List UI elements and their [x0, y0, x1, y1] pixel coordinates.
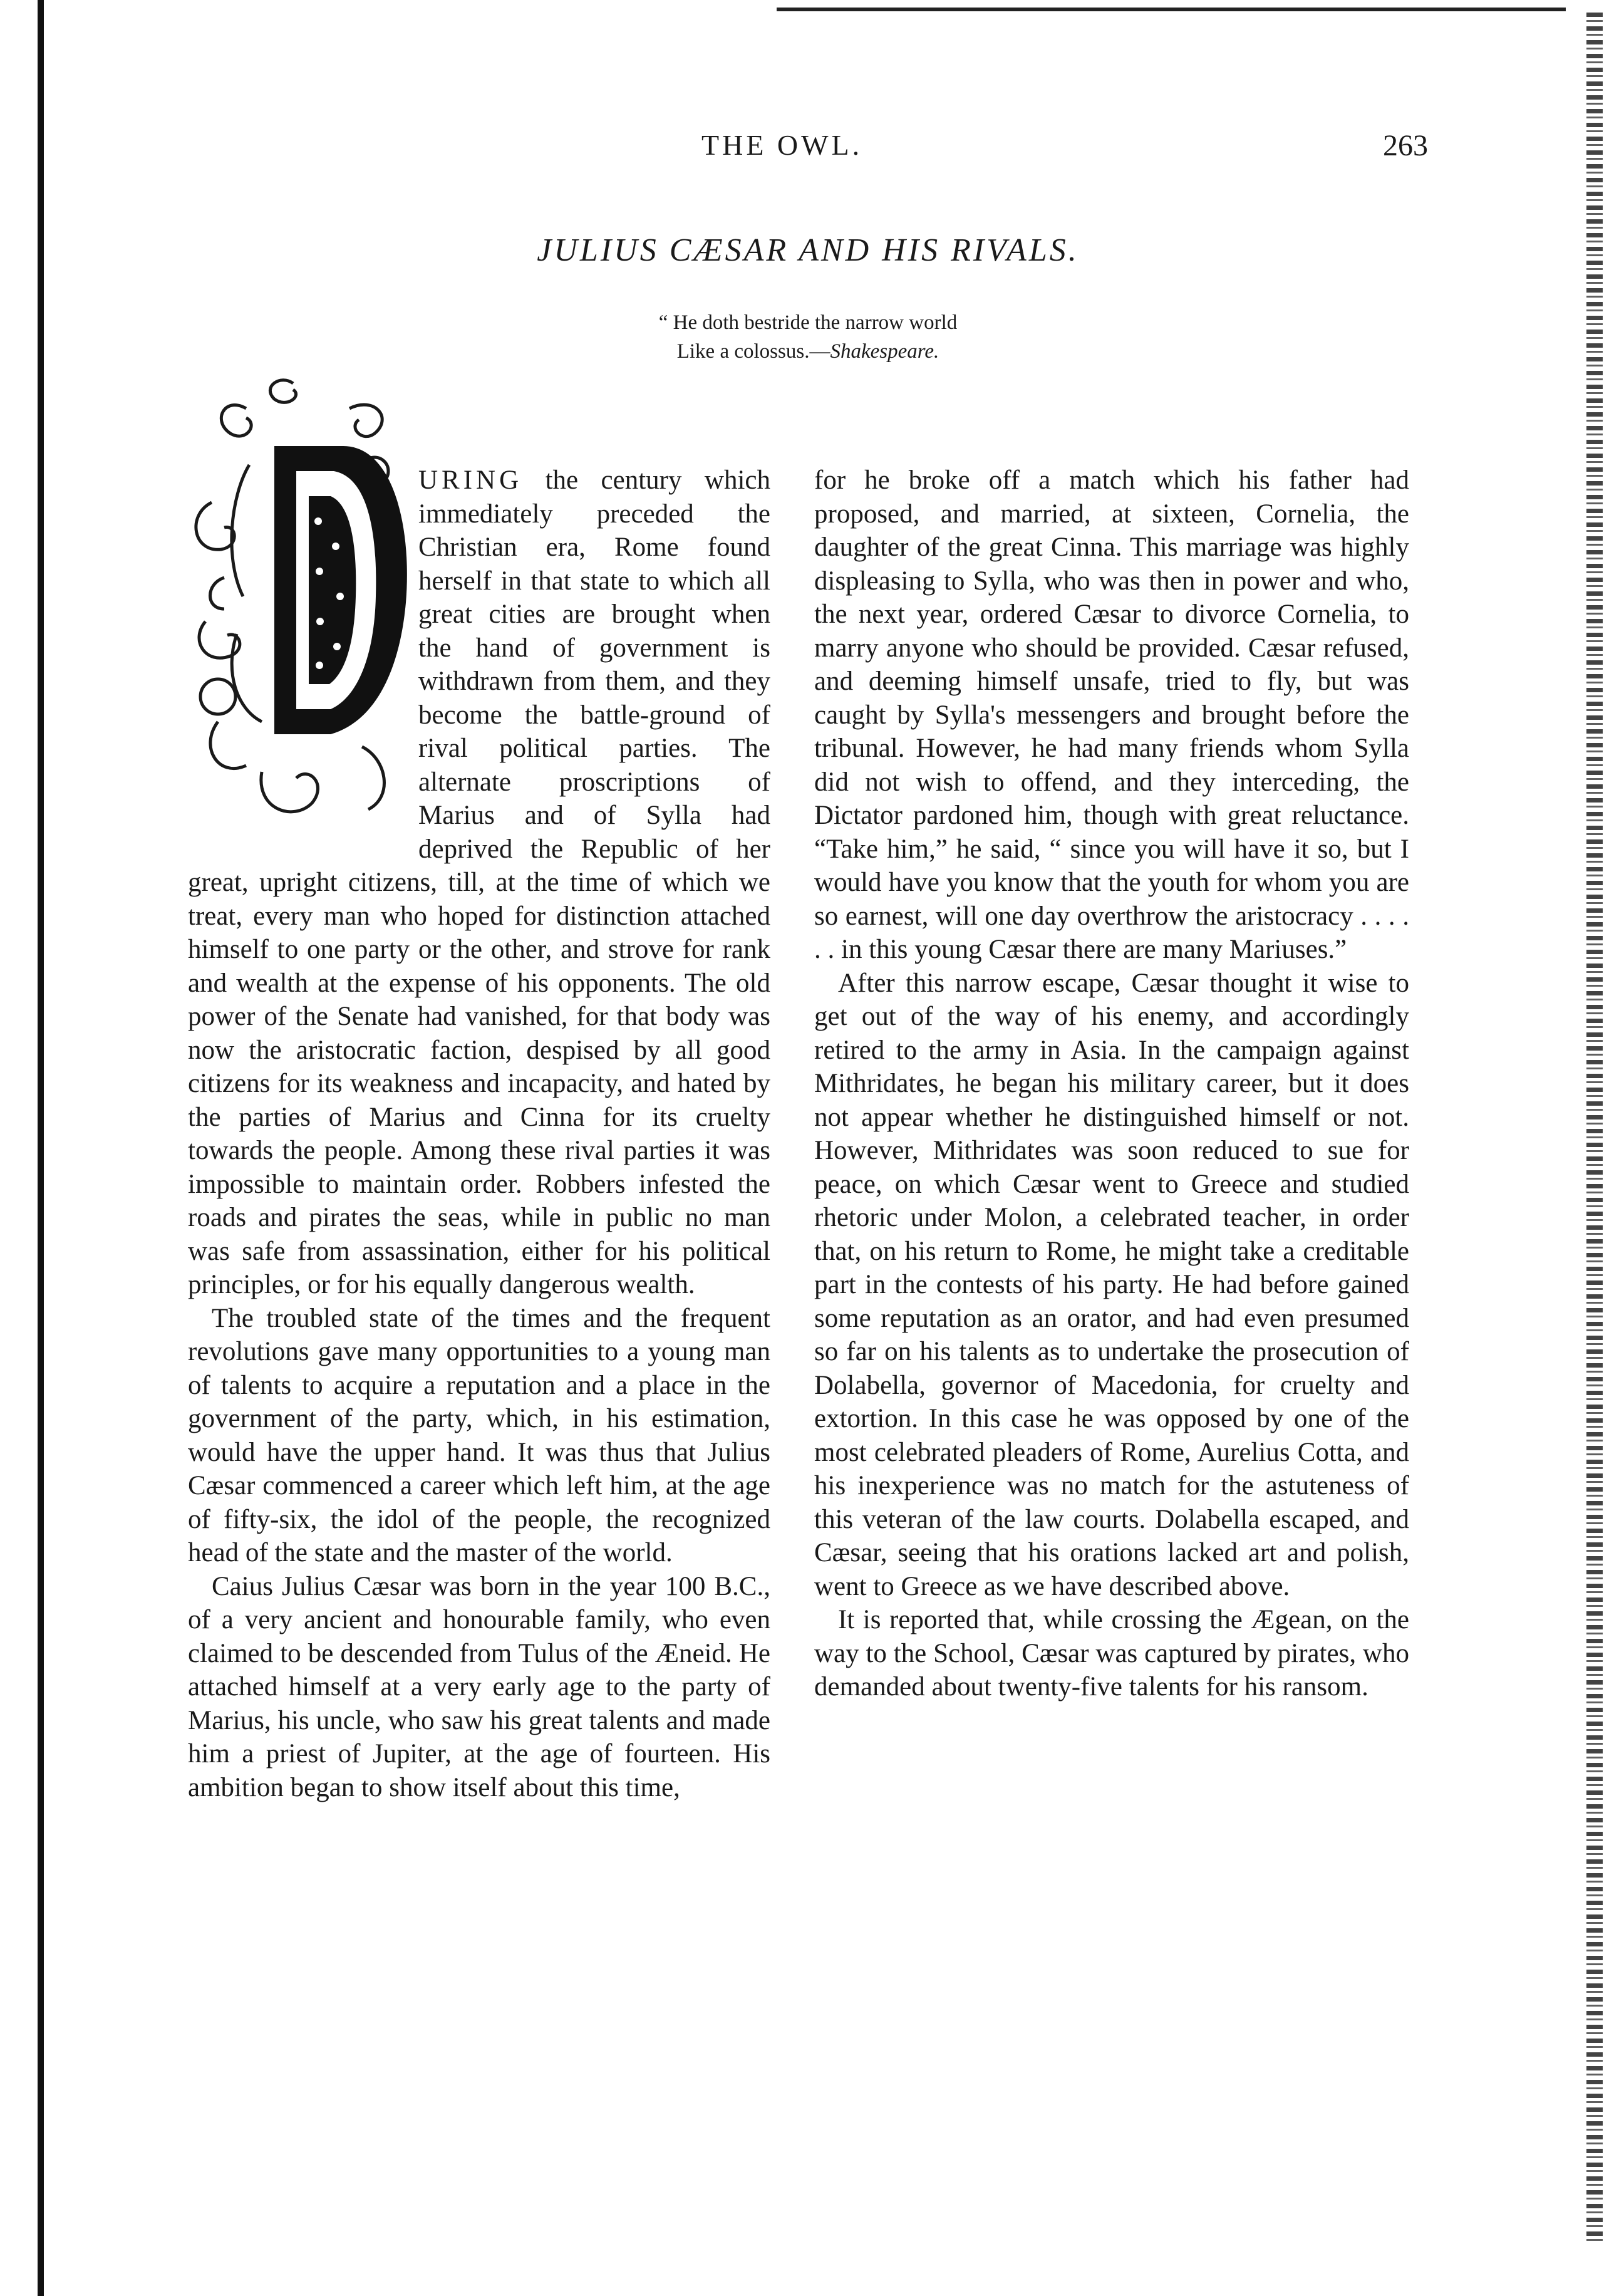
running-head [188, 128, 1428, 172]
epigraph-attribution: Shakespeare. [830, 340, 939, 363]
journal-title: THE OWL. [701, 129, 863, 161]
lead-word: URING [418, 465, 523, 495]
epigraph-quote-end: Like a colossus.— [676, 340, 830, 363]
epigraph-quote: “ He doth bestride the narrow world [658, 311, 958, 334]
paragraph-text: the century which immediately preceded the Christian era, Rome found herself in that state to which all great cities are brought when the hand of government is withdrawn from them, and they become the battle-ground of rival political parties. The alternate proscriptions of Marius and of Sylla had deprived the Republic of her great, upright citizens, till, at the time of which we treat, every man who hoped for distinction attached himself to one party or the other, and strove for rank and wealth at the expense of his opponents. The old power of the Senate had vanished, for that body was now the aristocratic faction, despised by all good citizens for its weakness and incapacity, and hated by the parties of Marius and Cinna for its cruelty towards the people. Among these rival parties it was impossible to maintain order. Robbers infested the roads and pirates the seas, while in public no man was safe from assassination, either for his political principles, or for his equally dangerous wealth. [188, 465, 770, 1299]
left-column [188, 464, 770, 1804]
paragraph: Caius Julius Cæsar was born in the year 100 B.C., of a very ancient and honourable family, who even claimed to be descended from Tulus of the Æneid. He attached himself at a very early age to the party of Marius, his uncle, who saw his great talents and made him a priest of Jupiter, at the age of fourteen. His ambition began to show itself about this time, [188, 1571, 770, 1802]
right-column [814, 464, 1409, 1704]
paragraph: After this narrow escape, Cæsar thought it wise to get out of the way of his enemy, and accordingly retired to the army in Asia. In the campaign against Mithridates, he began his military career, but it does not appear whether he distinguished himself or not. However, Mithridates was soon reduced to sue for peace, on which Cæsar went to Greece and studied rhetoric under Molon, a celebrated teacher, in order that, on his return to Rome, he might take a creditable part in the contests of his party. He had before gained some reputation as an orator, and had even presumed so far on his talents as to undertake the prosecution of Dolabella, governor of Macedonia, for cruelty and extortion. In this case he was opposed by one of the most celebrated pleaders of Rome, Aurelius Cotta, and his inexperience was no match for the astuteness of this veteran of the law courts. Dolabella escaped, and Cæsar, seeing that his orations lacked art and polish, went to Greece as we have described above. [814, 968, 1409, 1601]
epigraph [188, 308, 1428, 366]
article-title: JULIUS CÆSAR AND HIS RIVALS. [537, 232, 1079, 268]
epigraph-line2 [188, 337, 1428, 366]
page-binding-edge [38, 0, 44, 2296]
scan-noise-edge [1586, 13, 1603, 2243]
paragraph: It is reported that, while crossing the Ægean, on the way to the School, Cæsar was captured by pirates, who demanded about twenty-five talents for his ransom. [814, 1605, 1409, 1701]
page-number: 263 [1383, 129, 1428, 162]
top-rule [777, 8, 1566, 11]
paragraph: for he broke off a match which his father had proposed, and married, at sixteen, Cornelia, the daughter of the great Cinna. This marriage was highly displeasing to Sylla, who was then in power and who, the next year, ordered Cæsar to divorce Cornelia, to marry anyone who should be provided. Cæsar refused, and deeming himself unsafe, tried to fly, but was caught by Sylla's messengers and brought before the tribunal. However, he had many friends whom Sylla did not wish to offend, and they interceding, the Dictator pardoned him, though with great reluctance. “Take him,” he said, “ since you will have it so, but I would have you know that the youth for whom you are so earnest, will one day overthrow the aristocracy . . . . . . in this young Cæsar there are many Mariuses.” [814, 465, 1409, 964]
drop-cap-space [188, 464, 418, 865]
paragraph: The troubled state of the times and the frequent revolutions gave many opportunities to a young man of talents to acquire a reputation and a place in the government of the party, which, in his estimation, would have the upper hand. It was thus that Julius Cæsar commenced a career which left him, at the age of fifty-six, the idol of the people, the recognized head of the state and the master of the world. [188, 1303, 770, 1567]
